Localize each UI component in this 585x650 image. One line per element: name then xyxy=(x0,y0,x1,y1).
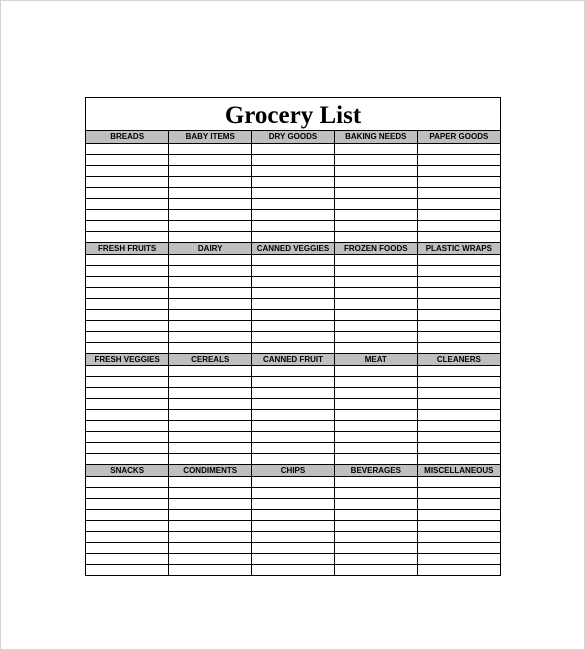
list-row xyxy=(86,154,500,165)
category-header: CANNED VEGGIES xyxy=(252,242,335,254)
list-cell[interactable] xyxy=(86,376,169,387)
list-cell[interactable] xyxy=(417,564,500,575)
list-cell[interactable] xyxy=(169,542,252,553)
list-cell[interactable] xyxy=(417,498,500,509)
list-cell[interactable] xyxy=(252,531,335,542)
list-row xyxy=(86,320,500,331)
list-cell[interactable] xyxy=(252,442,335,453)
list-cell[interactable] xyxy=(169,420,252,431)
list-cell[interactable] xyxy=(86,553,169,564)
list-cell[interactable] xyxy=(169,387,252,398)
list-cell[interactable] xyxy=(417,176,500,187)
list-cell[interactable] xyxy=(86,542,169,553)
category-header-row xyxy=(86,131,500,143)
list-cell[interactable] xyxy=(169,520,252,531)
list-cell[interactable] xyxy=(86,442,169,453)
category-header: PLASTIC WRAPS xyxy=(417,242,500,254)
list-cell[interactable] xyxy=(169,531,252,542)
list-row xyxy=(86,553,500,564)
list-cell[interactable] xyxy=(334,409,417,420)
category-header: SNACKS xyxy=(86,464,169,476)
list-cell[interactable] xyxy=(252,254,335,265)
list-cell[interactable] xyxy=(417,453,500,464)
list-row xyxy=(86,342,500,353)
list-cell[interactable] xyxy=(334,209,417,220)
list-cell[interactable] xyxy=(334,520,417,531)
list-cell[interactable] xyxy=(169,431,252,442)
list-cell[interactable] xyxy=(169,331,252,342)
list-row xyxy=(86,365,500,376)
list-cell[interactable] xyxy=(417,420,500,431)
list-cell[interactable] xyxy=(334,376,417,387)
list-cell[interactable] xyxy=(86,431,169,442)
list-cell[interactable] xyxy=(334,442,417,453)
category-header: CEREALS xyxy=(169,353,252,365)
list-cell[interactable] xyxy=(86,176,169,187)
list-cell[interactable] xyxy=(252,365,335,376)
list-cell[interactable] xyxy=(86,287,169,298)
list-cell[interactable] xyxy=(334,143,417,154)
list-cell[interactable] xyxy=(334,342,417,353)
list-cell[interactable] xyxy=(169,398,252,409)
list-cell[interactable] xyxy=(252,287,335,298)
list-cell[interactable] xyxy=(334,165,417,176)
list-cell[interactable] xyxy=(252,276,335,287)
list-cell[interactable] xyxy=(252,453,335,464)
list-cell[interactable] xyxy=(169,154,252,165)
list-cell[interactable] xyxy=(86,453,169,464)
list-cell[interactable] xyxy=(169,564,252,575)
list-cell[interactable] xyxy=(86,320,169,331)
list-cell[interactable] xyxy=(169,365,252,376)
list-cell[interactable] xyxy=(169,198,252,209)
list-cell[interactable] xyxy=(417,442,500,453)
list-cell[interactable] xyxy=(169,220,252,231)
page-title: Grocery List xyxy=(86,98,500,131)
list-cell[interactable] xyxy=(334,254,417,265)
category-header-row xyxy=(86,353,500,365)
list-row xyxy=(86,176,500,187)
list-cell[interactable] xyxy=(86,298,169,309)
list-cell[interactable] xyxy=(334,176,417,187)
list-row xyxy=(86,198,500,209)
list-cell[interactable] xyxy=(417,387,500,398)
list-cell[interactable] xyxy=(334,231,417,242)
list-cell[interactable] xyxy=(86,342,169,353)
category-header: MEAT xyxy=(334,353,417,365)
list-cell[interactable] xyxy=(169,509,252,520)
list-row xyxy=(86,398,500,409)
list-cell[interactable] xyxy=(86,198,169,209)
list-cell[interactable] xyxy=(169,187,252,198)
list-cell[interactable] xyxy=(334,553,417,564)
category-header: FRESH FRUITS xyxy=(86,242,169,254)
list-cell[interactable] xyxy=(334,265,417,276)
list-cell[interactable] xyxy=(169,143,252,154)
list-cell[interactable] xyxy=(334,187,417,198)
list-cell[interactable] xyxy=(252,487,335,498)
list-cell[interactable] xyxy=(169,287,252,298)
list-cell[interactable] xyxy=(334,564,417,575)
list-cell[interactable] xyxy=(417,265,500,276)
list-cell[interactable] xyxy=(169,376,252,387)
list-cell[interactable] xyxy=(417,187,500,198)
list-cell[interactable] xyxy=(417,376,500,387)
list-cell[interactable] xyxy=(252,231,335,242)
list-cell[interactable] xyxy=(417,276,500,287)
list-cell[interactable] xyxy=(86,487,169,498)
list-cell[interactable] xyxy=(417,409,500,420)
list-cell[interactable] xyxy=(417,509,500,520)
list-row xyxy=(86,376,500,387)
list-row xyxy=(86,409,500,420)
list-cell[interactable] xyxy=(417,154,500,165)
category-header: BEVERAGES xyxy=(334,464,417,476)
list-cell[interactable] xyxy=(252,387,335,398)
list-row xyxy=(86,254,500,265)
list-cell[interactable] xyxy=(86,520,169,531)
list-cell[interactable] xyxy=(86,143,169,154)
list-cell[interactable] xyxy=(252,409,335,420)
list-cell[interactable] xyxy=(252,509,335,520)
list-cell[interactable] xyxy=(86,254,169,265)
list-cell[interactable] xyxy=(252,265,335,276)
list-cell[interactable] xyxy=(417,487,500,498)
list-cell[interactable] xyxy=(86,365,169,376)
list-cell[interactable] xyxy=(169,453,252,464)
list-cell[interactable] xyxy=(252,143,335,154)
list-row xyxy=(86,542,500,553)
category-header: CANNED FRUIT xyxy=(252,353,335,365)
list-cell[interactable] xyxy=(86,331,169,342)
category-header: DAIRY xyxy=(169,242,252,254)
list-cell[interactable] xyxy=(252,198,335,209)
list-cell[interactable] xyxy=(169,553,252,564)
category-header: PAPER GOODS xyxy=(417,131,500,143)
list-cell[interactable] xyxy=(169,320,252,331)
list-cell[interactable] xyxy=(86,231,169,242)
list-cell[interactable] xyxy=(417,331,500,342)
list-row xyxy=(86,487,500,498)
list-cell[interactable] xyxy=(334,331,417,342)
list-row xyxy=(86,276,500,287)
list-row xyxy=(86,564,500,575)
list-cell[interactable] xyxy=(417,342,500,353)
list-cell[interactable] xyxy=(169,409,252,420)
category-header-row xyxy=(86,242,500,254)
list-cell[interactable] xyxy=(252,220,335,231)
list-cell[interactable] xyxy=(417,254,500,265)
list-cell[interactable] xyxy=(334,320,417,331)
list-cell[interactable] xyxy=(417,431,500,442)
list-cell[interactable] xyxy=(334,453,417,464)
list-row xyxy=(86,420,500,431)
list-row xyxy=(86,309,500,320)
list-cell[interactable] xyxy=(86,398,169,409)
list-cell[interactable] xyxy=(86,165,169,176)
list-cell[interactable] xyxy=(417,220,500,231)
list-cell[interactable] xyxy=(252,476,335,487)
list-cell[interactable] xyxy=(252,320,335,331)
list-cell[interactable] xyxy=(169,209,252,220)
list-cell[interactable] xyxy=(86,309,169,320)
list-cell[interactable] xyxy=(417,231,500,242)
category-header: CHIPS xyxy=(252,464,335,476)
list-cell[interactable] xyxy=(252,398,335,409)
list-cell[interactable] xyxy=(417,365,500,376)
list-cell[interactable] xyxy=(334,276,417,287)
list-cell[interactable] xyxy=(86,187,169,198)
list-cell[interactable] xyxy=(86,209,169,220)
list-cell[interactable] xyxy=(86,509,169,520)
list-cell[interactable] xyxy=(334,487,417,498)
list-cell[interactable] xyxy=(252,431,335,442)
list-row xyxy=(86,187,500,198)
category-header: DRY GOODS xyxy=(252,131,335,143)
list-cell[interactable] xyxy=(334,542,417,553)
list-row xyxy=(86,531,500,542)
list-cell[interactable] xyxy=(334,431,417,442)
list-cell[interactable] xyxy=(86,220,169,231)
category-header: BREADS xyxy=(86,131,169,143)
category-header: FROZEN FOODS xyxy=(334,242,417,254)
list-cell[interactable] xyxy=(86,154,169,165)
grocery-table xyxy=(86,131,500,575)
list-cell[interactable] xyxy=(252,542,335,553)
list-cell[interactable] xyxy=(334,198,417,209)
list-cell[interactable] xyxy=(334,509,417,520)
category-header: FRESH VEGGIES xyxy=(86,353,169,365)
list-cell[interactable] xyxy=(169,176,252,187)
list-cell[interactable] xyxy=(252,165,335,176)
list-row xyxy=(86,431,500,442)
list-cell[interactable] xyxy=(252,498,335,509)
list-cell[interactable] xyxy=(169,476,252,487)
list-cell[interactable] xyxy=(417,298,500,309)
list-cell[interactable] xyxy=(334,309,417,320)
list-cell[interactable] xyxy=(169,231,252,242)
list-row xyxy=(86,331,500,342)
list-row xyxy=(86,453,500,464)
list-row xyxy=(86,509,500,520)
list-cell[interactable] xyxy=(86,564,169,575)
list-cell[interactable] xyxy=(86,409,169,420)
list-row xyxy=(86,265,500,276)
list-row xyxy=(86,143,500,154)
list-cell[interactable] xyxy=(169,265,252,276)
list-row xyxy=(86,298,500,309)
list-cell[interactable] xyxy=(252,154,335,165)
list-cell[interactable] xyxy=(417,320,500,331)
list-row xyxy=(86,220,500,231)
list-cell[interactable] xyxy=(417,165,500,176)
list-cell[interactable] xyxy=(169,309,252,320)
list-cell[interactable] xyxy=(334,220,417,231)
list-cell[interactable] xyxy=(334,531,417,542)
list-row xyxy=(86,209,500,220)
list-cell[interactable] xyxy=(169,276,252,287)
list-cell[interactable] xyxy=(334,420,417,431)
list-cell[interactable] xyxy=(417,531,500,542)
list-cell[interactable] xyxy=(334,476,417,487)
list-cell[interactable] xyxy=(252,309,335,320)
list-cell[interactable] xyxy=(417,198,500,209)
grocery-list-sheet xyxy=(85,97,501,576)
list-cell[interactable] xyxy=(334,154,417,165)
list-cell[interactable] xyxy=(334,398,417,409)
list-cell[interactable] xyxy=(334,387,417,398)
list-cell[interactable] xyxy=(334,365,417,376)
list-row xyxy=(86,387,500,398)
list-cell[interactable] xyxy=(417,553,500,564)
category-header: BABY ITEMS xyxy=(169,131,252,143)
list-cell[interactable] xyxy=(252,564,335,575)
list-cell[interactable] xyxy=(86,276,169,287)
list-cell[interactable] xyxy=(252,209,335,220)
list-row xyxy=(86,498,500,509)
list-cell[interactable] xyxy=(252,342,335,353)
list-cell[interactable] xyxy=(252,331,335,342)
list-cell[interactable] xyxy=(169,442,252,453)
list-cell[interactable] xyxy=(169,165,252,176)
list-cell[interactable] xyxy=(334,298,417,309)
list-row xyxy=(86,442,500,453)
list-cell[interactable] xyxy=(169,498,252,509)
list-cell[interactable] xyxy=(417,542,500,553)
list-cell[interactable] xyxy=(252,176,335,187)
list-row xyxy=(86,476,500,487)
list-cell[interactable] xyxy=(252,298,335,309)
list-cell[interactable] xyxy=(86,498,169,509)
category-header: CLEANERS xyxy=(417,353,500,365)
list-cell[interactable] xyxy=(169,342,252,353)
list-cell[interactable] xyxy=(252,187,335,198)
list-cell[interactable] xyxy=(86,420,169,431)
list-cell[interactable] xyxy=(252,376,335,387)
list-cell[interactable] xyxy=(417,476,500,487)
category-header: CONDIMENTS xyxy=(169,464,252,476)
list-cell[interactable] xyxy=(417,309,500,320)
list-cell[interactable] xyxy=(169,254,252,265)
list-cell[interactable] xyxy=(169,487,252,498)
list-cell[interactable] xyxy=(252,520,335,531)
list-cell[interactable] xyxy=(86,476,169,487)
list-row xyxy=(86,231,500,242)
list-cell[interactable] xyxy=(417,398,500,409)
list-cell[interactable] xyxy=(334,498,417,509)
list-cell[interactable] xyxy=(252,553,335,564)
list-cell[interactable] xyxy=(417,143,500,154)
list-row xyxy=(86,165,500,176)
list-cell[interactable] xyxy=(252,420,335,431)
list-cell[interactable] xyxy=(417,520,500,531)
category-header: BAKING NEEDS xyxy=(334,131,417,143)
list-cell[interactable] xyxy=(334,287,417,298)
list-cell[interactable] xyxy=(417,209,500,220)
list-cell[interactable] xyxy=(417,287,500,298)
list-cell[interactable] xyxy=(86,387,169,398)
category-header: MISCELLANEOUS xyxy=(417,464,500,476)
list-row xyxy=(86,287,500,298)
list-cell[interactable] xyxy=(169,298,252,309)
list-cell[interactable] xyxy=(86,265,169,276)
list-cell[interactable] xyxy=(86,531,169,542)
list-row xyxy=(86,520,500,531)
category-header-row xyxy=(86,464,500,476)
